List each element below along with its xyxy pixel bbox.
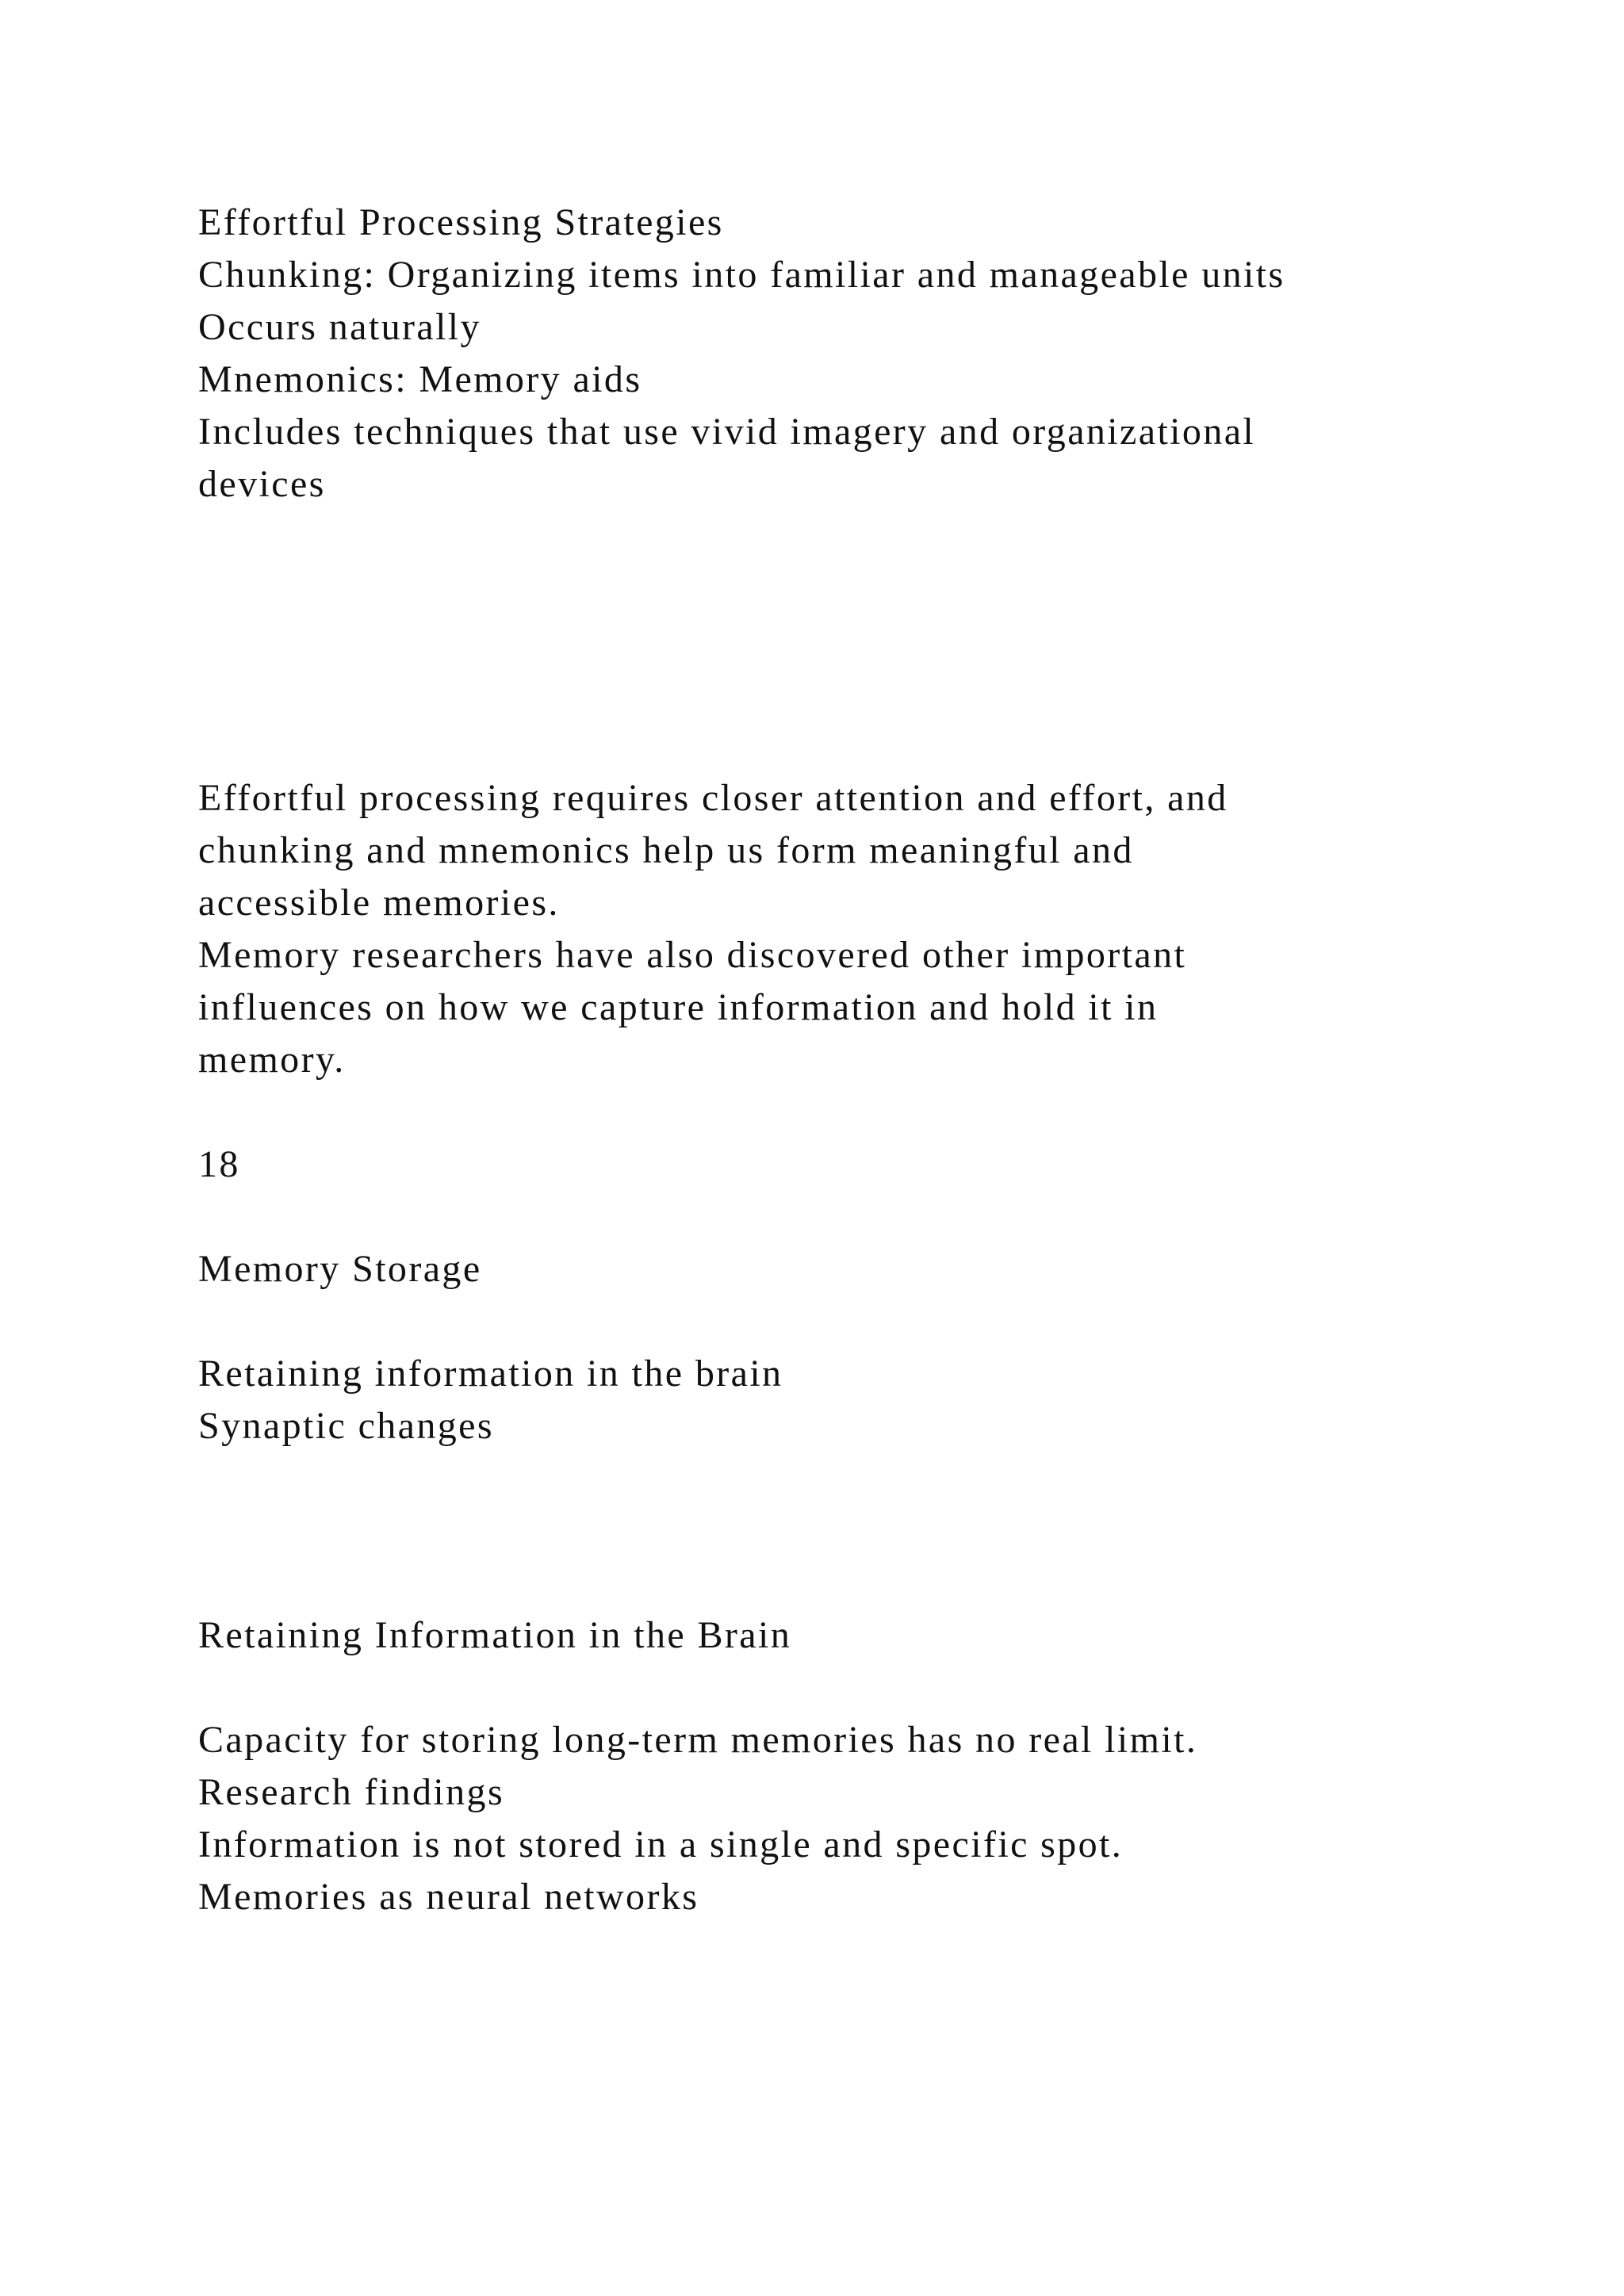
notes-line: memory.	[198, 1039, 346, 1081]
text-line: Capacity for storing long-term memories has no real limit.	[198, 1719, 1198, 1761]
notes-line: Memory researchers have also discovered other important	[198, 934, 1187, 976]
text-line: Research findings	[198, 1771, 505, 1813]
section-heading-retaining-information: Retaining Information in the Brain	[198, 1614, 792, 1656]
text-line: Synaptic changes	[198, 1405, 494, 1447]
notes-line: influences on how we capture information and hold it in	[198, 986, 1159, 1028]
text-line: devices	[198, 463, 326, 505]
text-line: Memories as neural networks	[198, 1876, 699, 1918]
section-heading-memory-storage: Memory Storage	[198, 1248, 482, 1290]
text-line: Mnemonics: Memory aids	[198, 358, 642, 400]
text-line: Occurs naturally	[198, 306, 481, 348]
notes-line: chunking and mnemonics help us form meaningful and	[198, 829, 1134, 871]
text-line: Chunking: Organizing items into familiar and manageable units	[198, 254, 1285, 296]
section-heading-effortful-processing: Effortful Processing Strategies	[198, 201, 724, 243]
notes-line: accessible memories.	[198, 882, 560, 924]
notes-line: Effortful processing requires closer attention and effort, and	[198, 777, 1228, 819]
text-line: Information is not stored in a single and specific spot.	[198, 1823, 1124, 1866]
text-line: Retaining information in the brain	[198, 1353, 783, 1395]
slide-number: 18	[198, 1143, 240, 1185]
text-line: Includes techniques that use vivid imagery and organizational	[198, 411, 1256, 453]
